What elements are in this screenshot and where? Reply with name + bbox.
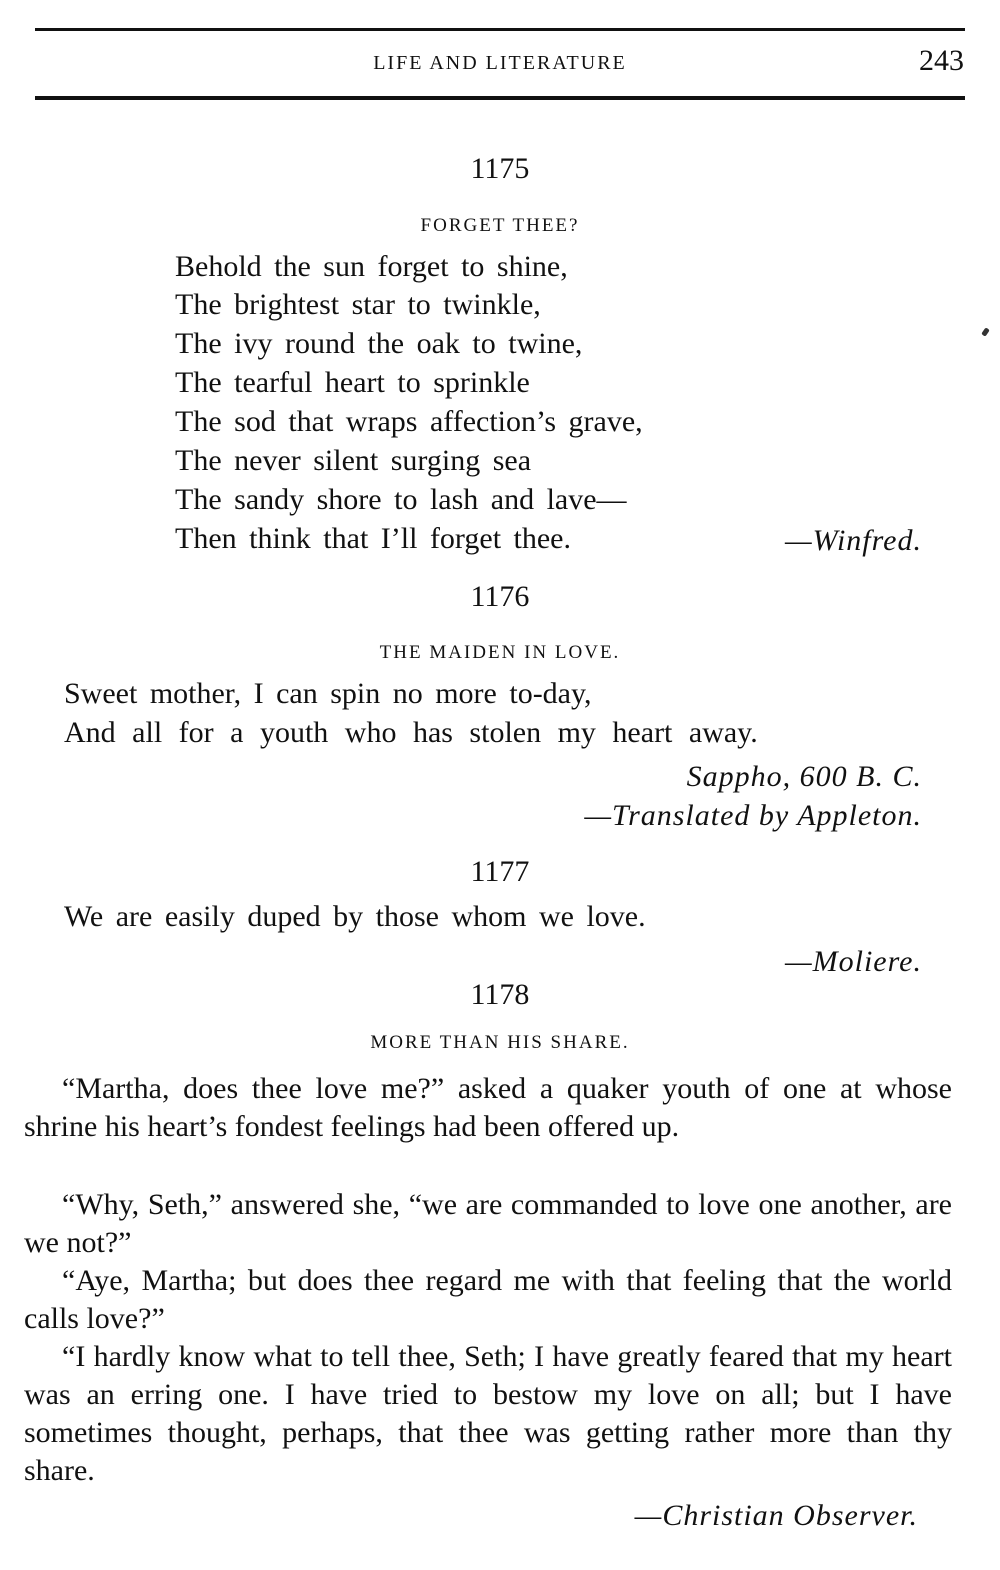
- attribution-christian-observer: —Christian Observer.: [634, 1499, 918, 1532]
- entry-title-more-than-his-share: MORE THAN HIS SHARE.: [370, 1032, 630, 1053]
- attribution-appleton: —Translated by Appleton.: [584, 799, 922, 832]
- ink-speck: [981, 327, 990, 336]
- attribution-moliere: —Moliere.: [784, 945, 922, 978]
- poem-line: The tearful heart to sprinkle: [175, 366, 530, 399]
- poem-line: The sod that wraps affection’s grave,: [175, 405, 643, 438]
- entry-number-1176: 1176: [470, 580, 530, 613]
- entry-title-forget-thee: FORGET THEE?: [420, 215, 580, 236]
- story-paragraph: “Aye, Martha; but does thee regard me with that feeling that the world calls love?”: [24, 1264, 952, 1335]
- header-rule-bottom: [35, 96, 965, 100]
- header-rule-top: [35, 28, 965, 31]
- running-title: LIFE AND LITERATURE: [373, 52, 627, 74]
- poem-line: The sandy shore to lash and lave—: [175, 483, 627, 516]
- entry-number-1177: 1177: [470, 855, 530, 888]
- poem-line: The brightest star to twinkle,: [175, 288, 541, 321]
- poem-line: The never silent surging sea: [175, 444, 532, 477]
- entry-number-1178: 1178: [470, 978, 530, 1011]
- poem-line: And all for a youth who has stolen my heart away.: [64, 716, 758, 749]
- story-paragraph: “I hardly know what to tell thee, Seth; I have greatly feared that my heart was an erring one. I have tried to bestow my love on all; but I have sometimes thought, perhaps, that thee was getting rather more than thy share.: [24, 1340, 952, 1487]
- poem-line: Behold the sun forget to shine,: [175, 250, 568, 283]
- story-paragraph: “Martha, does thee love me?” asked a quaker youth of one at whose shrine his heart’s fondest feelings had been offered up.: [24, 1072, 952, 1143]
- entry-number-1175: 1175: [470, 152, 530, 185]
- quote-line: We are easily duped by those whom we love.: [64, 900, 646, 933]
- poem-line: Sweet mother, I can spin no more to-day,: [64, 677, 592, 710]
- attribution-winfred: —Winfred.: [784, 524, 922, 557]
- page-number: 243: [919, 44, 964, 77]
- attribution-sappho: Sappho, 600 B. C.: [686, 760, 922, 793]
- poem-line: The ivy round the oak to twine,: [175, 327, 583, 360]
- poem-line: Then think that I’ll forget thee.: [175, 522, 572, 555]
- entry-title-maiden-in-love: THE MAIDEN IN LOVE.: [379, 642, 621, 663]
- story-paragraph: “Why, Seth,” answered she, “we are commanded to love one another, are we not?”: [24, 1188, 952, 1259]
